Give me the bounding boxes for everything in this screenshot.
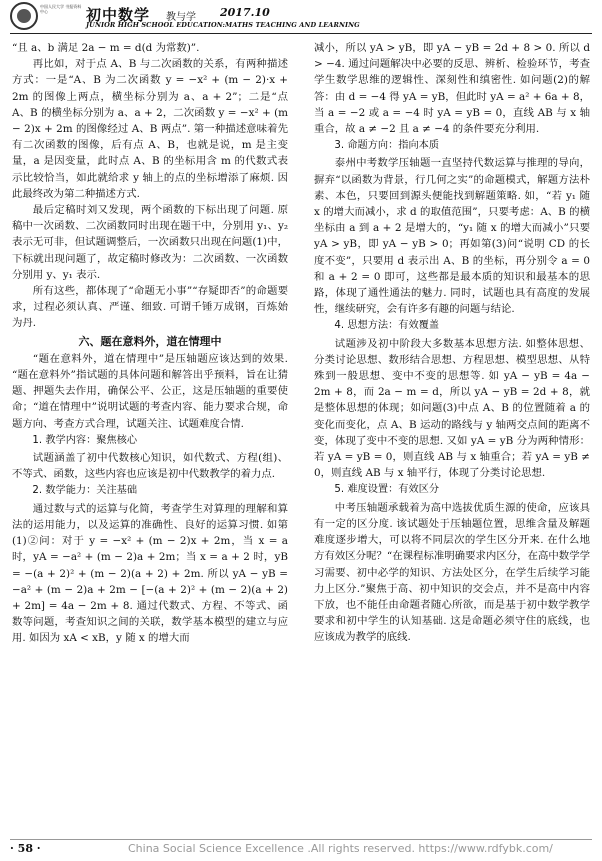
paragraph: 通过数与式的运算与化简，考查学生对算理的理解和算法的运用能力，以及运算的准确性、良好的运算习惯. 如第(1)②问：对于 y = −x² + (m − 2)x + 2m，当 x = a 时，yA = −a² + (m − 2)a + 2m；当 x = a + 2 时，yB = −(a + 2)² + (m − 2)(a + 2) + 2m. 所以 yA − yB = −a² + (m − 2)a + 2m − [−(a + 2)² + (m − 2)(a + 2) + 2m] = 4a − 2m + 8. 通过代数式、方程、不等式、函数等问题，考查知识之间的关联，数学基本模型的建立与应用. 如因为 xA < xB，y 随 x 的增大而 [12, 502, 288, 645]
right-column [314, 40, 590, 646]
page-header [0, 0, 602, 34]
copyright-watermark: China Social Science Excellence .All rights reserved. https://www.rdfybk.com/ [128, 842, 553, 855]
footer-rule [10, 839, 592, 840]
paragraph: 减小，所以 yA > yB，即 yA − yB = 2d + 8 > 0. 所以 d > −4. 通过问题解决中必要的反思、辨析、检验环节，考查学生数学思维的逻辑性、深刻性和缜密性. 如问题(2)的解答：由 d = −4 得 yA = yB，但此时 yA = a² + 6a + 8，当 a = −2 或 a = −4 时 yA = yB = 0，直线 AB 与 x 轴重合，故 a ≠ −2 且 a ≠ −4 的条件要充分利用. [314, 42, 590, 136]
paragraph: “题在意料外，道在情理中”是压轴题应该达到的效果. “题在意料外”指试题的具体问题和解答出乎预料，旨在让猜题、押题失去作用，确保公平、公正，这是压轴题的重要使命；“道在情理中”说明试题的考查内容、能力要求合规，命题方向、考查方式合理，试题关注、试题难度合情. [12, 352, 288, 430]
journal-title: 初中数学 [86, 6, 151, 24]
paragraph: 试题涉及初中阶段大多数基本思想方法. 如整体思想、分类讨论思想、数形结合思想、方程思想、模型思想、从特殊到一般思想、变中不变的思想等. 如 yA − yB = 4a − 2m + 8，而 2a − m = d，所以 yA − yB = 2d + 8，就是整体思想的体现；如问题(3)中点 A、B 的位置随着 a 的变化而变化，点 A、B 运动的路线与 y 轴两交点间的距离不变，体现了变中不变的思想. 又如 yA = yB 分为两种情形：若 yA = yB = 0，则直线 AB 与 x 轴重合；若 yA = yB ≠ 0，则直线 AB 与 x 轴平行，体现了分类讨论思想. [314, 337, 590, 480]
section-heading: 六、题在意料外，道在情理中 [78, 334, 222, 348]
column-divider [301, 40, 302, 835]
journal-logo-icon [10, 2, 38, 30]
paragraph: 中考压轴题承载着为高中选拔优质生源的使命，应该具有一定的区分度. 该试题处于压轴题位置，思维含量及解题难度逐步增大，可以将不同层次的学生区分开来. 在什么地方有效区分呢？“在课程标准明确要求内区分，在高中数学学习需要、初中必学的知识、方法处区分，在学生后续学习能力上区分.”聚焦于高、初中知识的交会点，并不是高中内容下放，也不能任由命题者随心所欲，而是基于初中数学教学要求和初中学生的认知基础. 这是命题必须守住的底线，也应该成为教学的底线. [314, 501, 590, 644]
paragraph: “且 a、b 满足 2a − m = d(d 为常数)”. [12, 42, 200, 54]
paragraph: 试题涵盖了初中代数核心知识，如代数式、方程(组)、不等式、函数，这些内容也应该是初中代数教学的着力点. [12, 452, 288, 481]
paragraph: 所有这些，都体现了“命题无小事”“存疑即否”的命题要求，过程必须认真、严谨、细致. 可谓千锤万成钢，百炼始为丹. [12, 285, 288, 330]
subsection-heading: 5. 难度设置：有效区分 [334, 484, 440, 496]
subsection-heading: 3. 命题方向：指向本质 [334, 140, 440, 152]
subsection-heading: 2. 数学能力：关注基础 [32, 485, 138, 497]
left-column [12, 40, 288, 647]
page-number: · 58 · [10, 842, 41, 855]
journal-english-title: JUNIOR HIGH SCHOOL EDUCATION:MATHS TEACHING AND LEARNING [86, 21, 360, 29]
issue-date: 2017.10 [220, 6, 270, 19]
logo-caption: 中国人民大学 书报资料中心 [40, 4, 82, 14]
header-rule [10, 33, 592, 34]
paragraph: 泰州中考数学压轴题一直坚持代数运算与推理的导向，摒弃“以函数为背景，行几何之实”的命题模式，解题方法朴素、本色，只要回到源头便能找到解题策略. 如，“若 y₁ 随 x 的增大而减小，求 d 的取值范围”，只要考虑：A、B 的横坐标由 a 到 a + 2 是增大的，“y₁ 随 x 的增大而减小”只要 yA > yB，即 yA − yB > 0；再如第(3)问“说明 CD 的长度不变”，只要用 d 表示出 A、B 的坐标，再分别令 a = 0 和 a + 2 = 0 即可，这些都是最本质的知识和最基本的思路，体现了通性通法的魅力. 同时，试题也具有高度的发展性，继续研究，会有许多有趣的问题与结论. [314, 157, 590, 316]
journal-subtitle: 教与学 [166, 12, 196, 23]
subsection-heading: 4. 思想方法：有效覆盖 [334, 320, 440, 332]
paragraph: 最后定稿时刘又发现，两个函数的下标出现了问题. 原稿中一次函数、二次函数同时出现在题干中，分别用 y₁、y₂ 表示无可非，但试题调整后，一次函数只出现在问题(1)中，下标就出现问题了，故定稿时修改为：二次函数、一次函数分别用 y、y₁ 表示. [12, 204, 288, 281]
subsection-heading: 1. 教学内容：聚焦核心 [32, 434, 138, 446]
paragraph: 再比如，对于点 A、B 与二次函数的关系，有两种描述方式：一是“A、B 为二次函数 y = −x² + (m − 2)·x + 2m 的图像上两点，横坐标分别为 a、a + 2”；二是“点 A、B 的横坐标分别为 a、a + 2，二次函数 y = −x² + (m − 2)x + 2m 的图像经过 A、B 两点”. 第一种描述意味着先有二次函数的图像，后有点 A、B，也就是说，m 是主变量，a 是因变量，此时点 A、B 的坐标用含 m 的代数式表示比较恰当，如此就给求 y 轴上的点的坐标增添了麻烦. 因此最终改为第二种描述方式. [12, 58, 288, 200]
